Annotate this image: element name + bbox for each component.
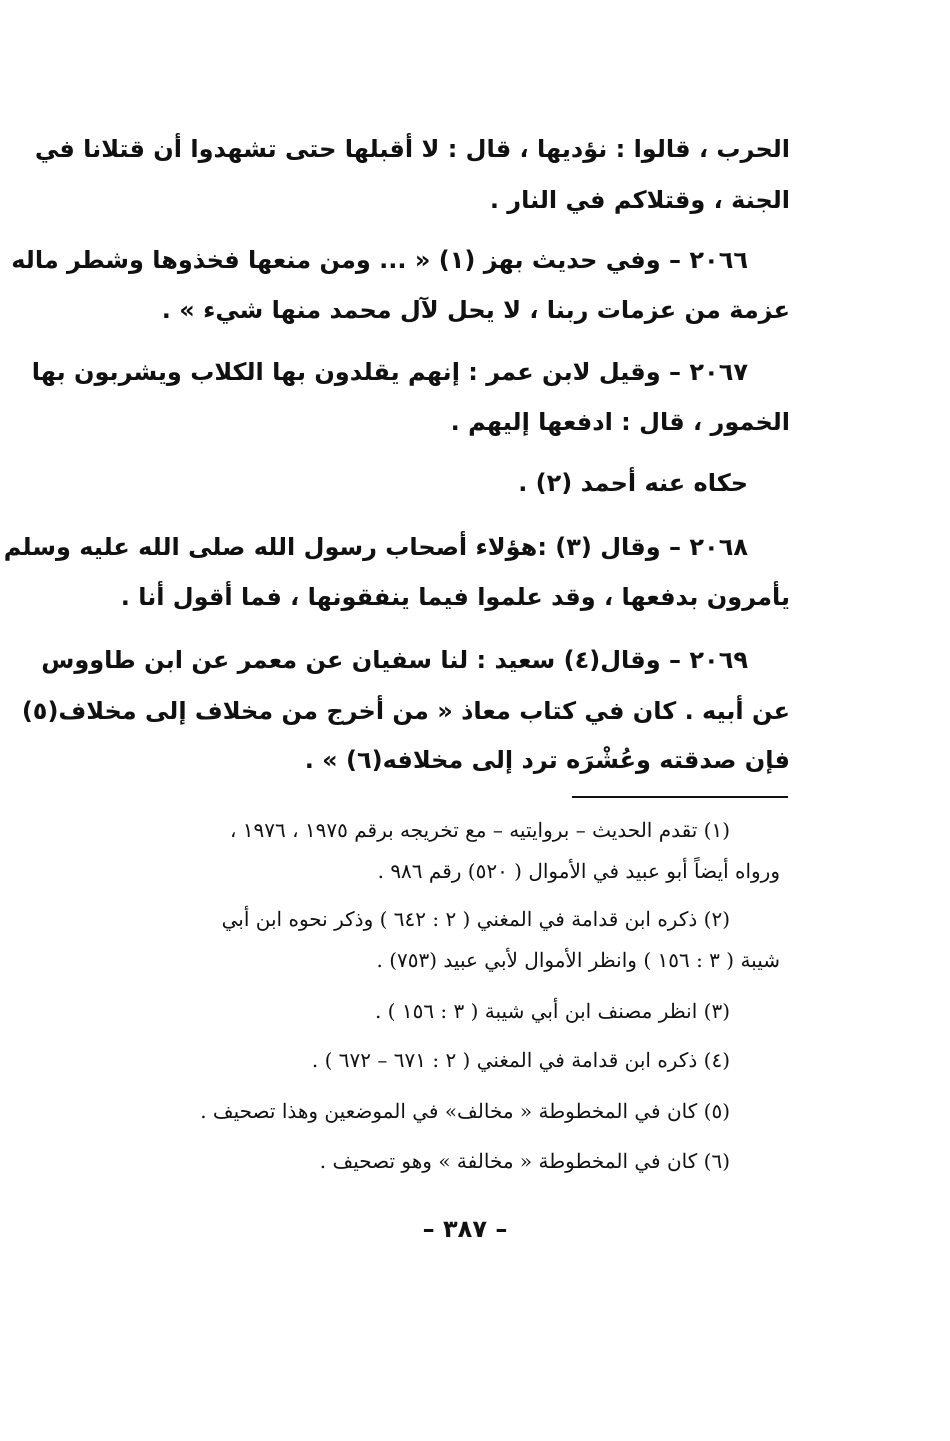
body-line-1: الحرب ، قالوا : نؤديها ، قال : لا أقبلها حتى تشهدوا أن قتلانا في <box>34 135 790 163</box>
footnote-separator-rule <box>572 796 788 798</box>
attribution-line: حكاه عنه أحمد (٢) . <box>518 469 748 497</box>
footnote-5: (٥) كان في المخطوطة « مخالف» في الموضعين وهذا تصحيف . <box>200 1099 730 1123</box>
paragraph-2069-line-1: ٢٠٦٩ – وقال(٤) سعيد : لنا سفيان عن معمر عن ابن طاووس <box>41 646 748 674</box>
paragraph-2068-line-2: يأمرون بدفعها ، وقد علموا فيما ينفقونها ، فما أقول أنا . <box>120 583 790 611</box>
footnote-3: (٣) انظر مصنف ابن أبي شيبة ( ٣ : ١٥٦ ) . <box>374 999 730 1023</box>
page-number: – ٣٨٧ – <box>422 1215 508 1243</box>
footnote-1-line-2: ورواه أيضاً أبو عبيد في الأموال ( ٥٢٠) رقم ٩٨٦ . <box>377 859 780 883</box>
paragraph-2069-line-3: فإن صدقته وعُشْرَه ترد إلى مخلافه(٦) » . <box>304 746 790 774</box>
paragraph-2066-line-1: ٢٠٦٦ – وفي حديث بهز (١) « ... ومن منعها فخذوها وشطر ماله <box>11 246 748 274</box>
paragraph-2067-line-1: ٢٠٦٧ – وقيل لابن عمر : إنهم يقلدون بها الكلاب ويشربون بها <box>31 358 748 386</box>
paragraph-2066-line-2: عزمة من عزمات ربنا ، لا يحل لآل محمد منها شيء » . <box>161 296 790 324</box>
footnote-1-line-1: (١) تقدم الحديث – بروايتيه – مع تخريجه برقم ١٩٧٥ ، ١٩٧٦ ، <box>229 818 730 842</box>
footnote-2-line-2: شيبة ( ٣ : ١٥٦ ) وانظر الأموال لأبي عبيد (٧٥٣) . <box>376 948 780 972</box>
paragraph-2068-line-1: ٢٠٦٨ – وقال (٣) :هؤلاء أصحاب رسول الله صلى الله عليه وسلم <box>3 533 748 561</box>
footnote-6: (٦) كان في المخطوطة « مخالفة » وهو تصحيف . <box>319 1149 730 1173</box>
footnote-4: (٤) ذكره ابن قدامة في المغني ( ٢ : ٦٧١ – ٦٧٢ ) . <box>311 1048 730 1072</box>
paragraph-2069-line-2: عن أبيه . كان في كتاب معاذ « من أخرج من مخلاف إلى مخلاف(٥) <box>21 697 790 725</box>
paragraph-2067-line-2: الخمور ، قال : ادفعها إليهم . <box>450 408 790 436</box>
body-line-2: الجنة ، وقتلاكم في النار . <box>489 186 790 214</box>
footnote-2-line-1: (٢) ذكره ابن قدامة في المغني ( ٢ : ٦٤٢ ) وذكر نحوه ابن أبي <box>221 907 730 931</box>
